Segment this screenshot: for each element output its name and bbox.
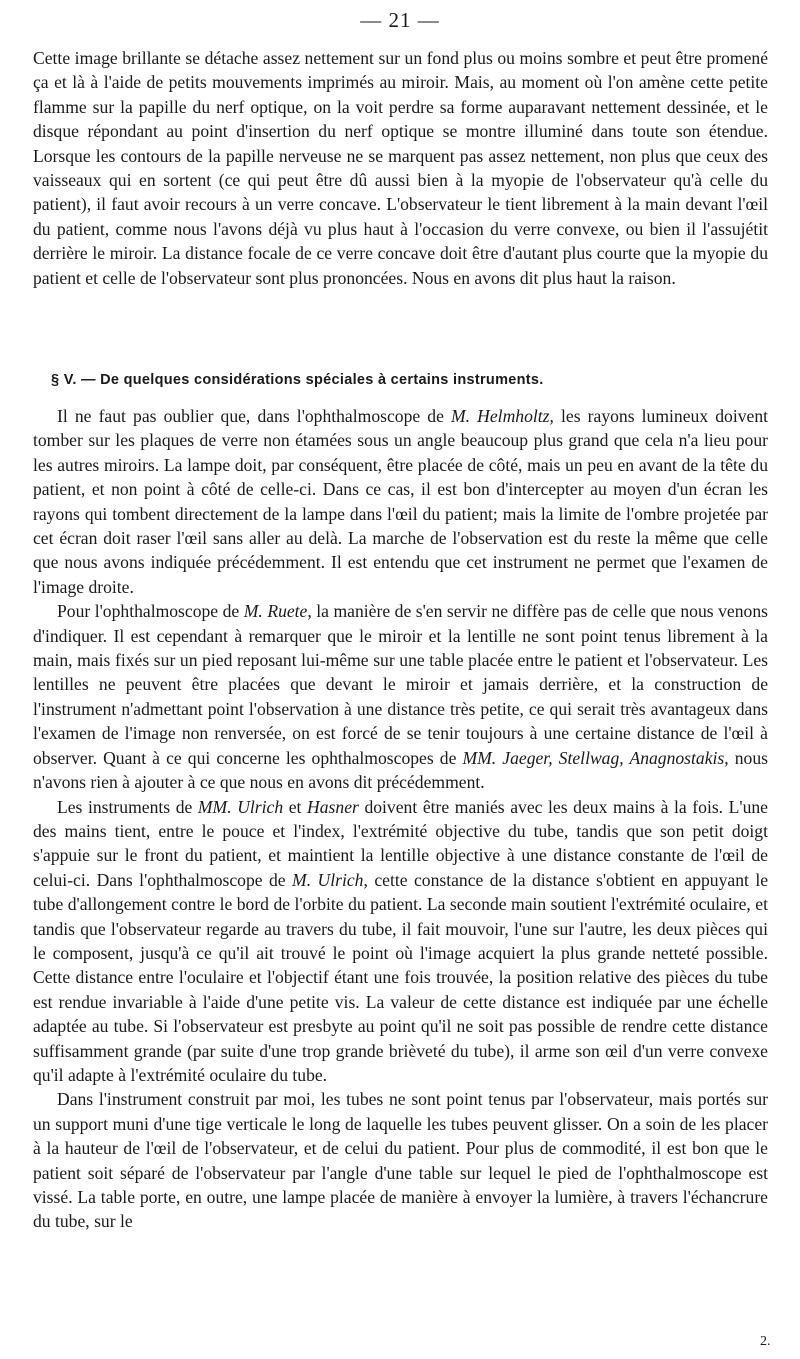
- paragraph-4-text-b: doivent être maniés avec les deux mains à la fois. L'une des mains tient, entre le pouce et l'index, l'extrémité objective du tube, tandis que son petit doigt s'appuie sur le front du patient, et maintient la lentille objective à une distance constante de l'œil de celui-ci. Dans l'ophthalmoscope de: [33, 796, 768, 890]
- paragraph-4: [33, 795, 768, 1088]
- paragraph-3: [33, 599, 768, 794]
- paragraph-1: Cette image brillante se détache assez nettement sur un fond plus ou moins sombre et peut être promené ça et là à l'aide de petits mouvements imprimés au miroir. Mais, au moment où l'on amène cette petite flamme sur la papille du nerf optique, on la voit perdre sa forme auparavant nettement dessinée, et le disque répondant au point d'insertion du nerf optique se montre illuminé dans toute son étendue. Lorsque les contours de la papille nerveuse ne se marquent pas assez nettement, non plus que ceux des vaisseaux qui en sortent (ce qui peut être dû aussi bien à la myopie de l'observateur qu'à celle du patient), il faut avoir recours à un verre concave. L'observateur le tient librement à la main devant l'œil du patient, comme nous l'avons déjà vu plus haut à l'occasion du verre convexe, ou bien il l'assujétit derrière le miroir. La distance focale de ce verre concave doit être d'autant plus courte que la myopie du patient et celle de l'observateur sont plus prononcées. Nous en avons dit plus haut la raison.: [33, 48, 768, 288]
- paragraph-2-text-b: , les rayons lumineux doivent tomber sur les plaques de verre non étamées sous un angle beaucoup plus grand que cela n'a lieu pour les autres miroirs. La lampe doit, par conséquent, être placée de côté, mais un peu en avant de la tête du patient, et non point à côté de celle-ci. Dans ce cas, il est bon d'intercepter au moyen d'un écran les rayons qui tombent directement de la lampe dans l'œil du patient; mais la limite de l'ombre projetée par cet écran doit raser l'œil sans aller au delà. La marche de l'observation est du reste la même que celle que nous avons indiquée précédemment. Il est entendu que cet instrument ne permet que l'examen de l'image droite.: [33, 406, 769, 597]
- author-name-ruete: M. Ruete: [243, 601, 308, 622]
- page-number: — 21 —: [360, 8, 440, 32]
- paragraph-4-conjunction: et: [283, 796, 308, 817]
- section-heading: § V. — De quelques considérations spéciales à certains instruments.: [51, 372, 544, 388]
- paragraph-5: Dans l'instrument construit par moi, les tubes ne sont point tenus par l'observateur, mais portés sur un support muni d'une tige verticale le long de laquelle les tubes peuvent glisser. On a soin de les placer à la hauteur de l'œil de l'observateur, et de celui du patient. Pour plus de commodité, il est bon que le patient soit séparé de l'observateur par l'angle d'une table sur lequel le pied de l'ophthalmoscope est vissé. La table porte, en outre, une lampe placée de manière à envoyer la lumière, à travers l'échancrure du tube, sur le: [33, 1089, 768, 1232]
- author-names-group: MM. Jaeger, Stellwag, Anagnostakis: [462, 747, 725, 768]
- paragraph-3-text-a: Pour l'ophthalmoscope de: [57, 601, 244, 622]
- paragraph-3-text-b: , la manière de s'en servir ne diffère pas de celle que nous venons d'indiquer. Il est cependant à remarquer que le miroir et la lentille ne sont point tenus librement à la main, mais fixés sur un pied reposant lui-même sur une table placée entre le patient et l'observateur. Les lentilles ne peuvent être placées que devant le miroir et jamais derrière, et la construction de l'instrument n'admettant point l'observation à une distance très petite, ce qui serait très avantageux dans l'examen de l'image non renversée, on est forcé de se tenir toujours à une certaine distance de l'œil à observer. Quant à ce qui concerne les ophthalmoscopes de: [33, 601, 768, 768]
- text-block-main: [33, 404, 768, 1234]
- text-block-top: [33, 46, 768, 290]
- paragraph-2: [33, 404, 768, 599]
- author-name-helmholtz: M. Helmholtz: [451, 406, 550, 426]
- paragraph-4-text-a: Les instruments de: [57, 796, 198, 817]
- paragraph-4-text-c: , cette constance de la distance s'obtient en appuyant le tube d'allongement contre le bord de l'orbite du patient. La seconde main soutient l'extrémité oculaire, et tandis que l'observateur regarde au travers du tube, il fait mouvoir, l'une sur l'autre, les deux pièces qui le composent, jusqu'à ce qu'il ait trouvé le point où l'image acquiert la plus grande netteté possible. Cette distance entre l'oculaire et l'objectif étant une fois trouvée, la position relative des pièces du tube est rendue invariable à l'aide d'une petite vis. La valeur de cette distance est indiquée par une échelle adaptée au tube. Si l'observateur est presbyte au point qu'il ne soit pas possible de rendre cette distance suffisamment grande (par suite d'une trop grande brièveté du tube), il arme son œil d'un verre convexe qu'il adapte à l'extrémité oculaire du tube.: [33, 869, 769, 1085]
- author-name-mm-ulrich: MM. Ulrich: [197, 796, 284, 817]
- author-name-ulrich: M. Ulrich: [292, 869, 364, 890]
- paragraph-3-text-c: , nous n'avons rien à ajouter à ce que nous en avons dit précédemment.: [33, 747, 768, 793]
- author-name-hasner: Hasner: [307, 796, 359, 817]
- paragraph-2-text-a: Il ne faut pas oublier que, dans l'ophthalmoscope de: [57, 406, 451, 426]
- signature-mark: 2.: [760, 1334, 771, 1349]
